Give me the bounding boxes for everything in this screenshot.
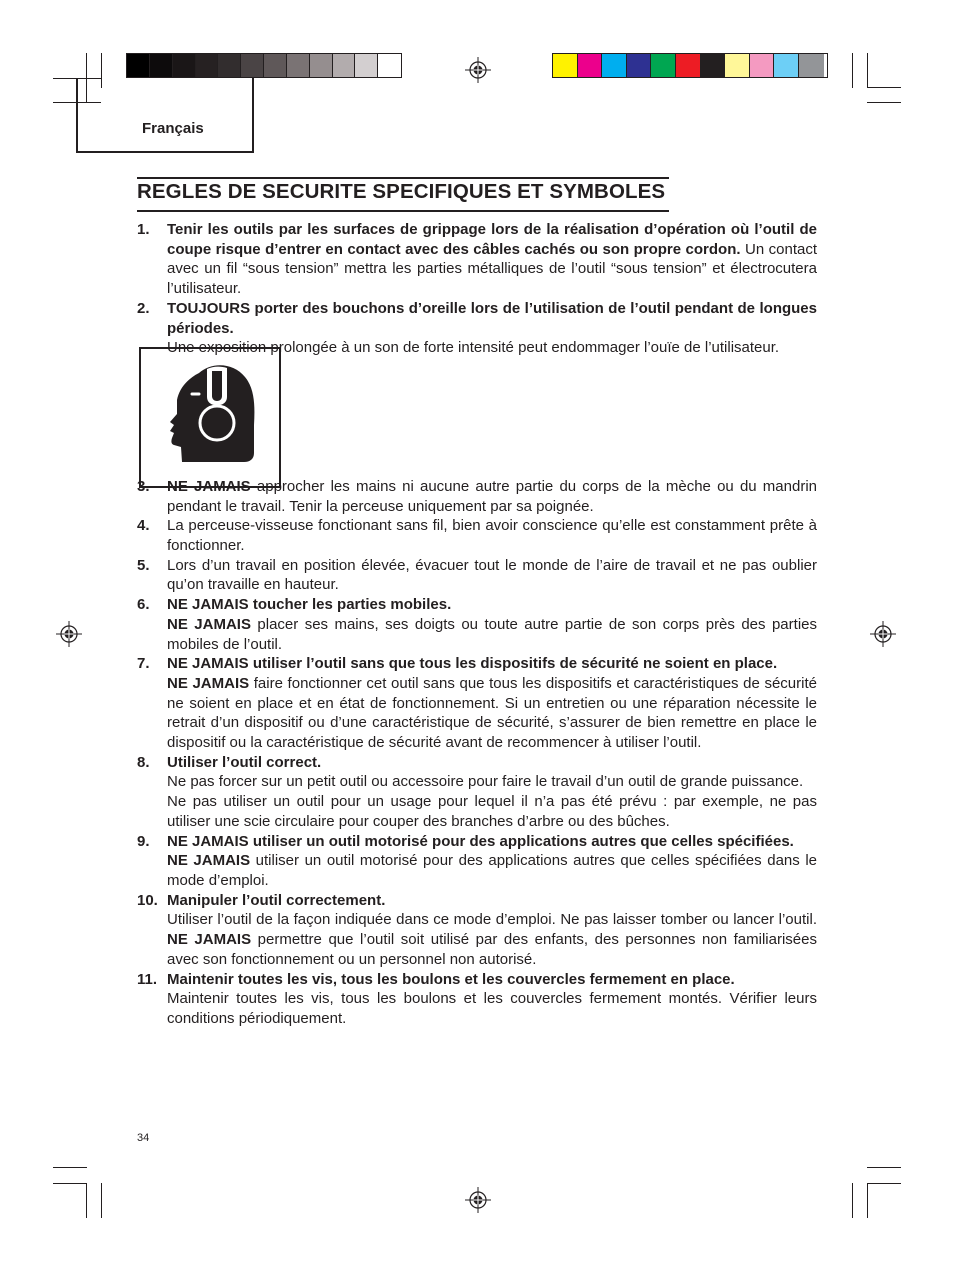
safety-rules-list <box>137 220 817 1029</box>
item-emphasis: NE JAMAIS <box>167 615 251 633</box>
item-text: Utiliser l’outil de la façon indiquée dans ce mode d’emploi. Ne pas laisser tomber ou lancer l’outil. <box>167 911 817 929</box>
crop-mark <box>852 53 853 88</box>
crop-mark <box>867 1183 901 1184</box>
item-number: 10. <box>137 891 158 909</box>
gray-swatch <box>127 54 150 77</box>
item-number: 4. <box>137 517 150 535</box>
item-emphasis: NE JAMAIS <box>167 931 252 949</box>
color-swatch <box>676 54 701 77</box>
list-item <box>137 220 817 299</box>
list-item <box>137 970 817 1029</box>
language-tab <box>76 78 254 153</box>
item-text: approcher les mains ni aucune autre partie du corps de la mèche ou du mandrin pendant le travail. Tenir la perceuse uniquement par sa poignée. <box>167 477 817 515</box>
color-swatch <box>774 54 799 77</box>
color-swatch <box>627 54 652 77</box>
item-number: 7. <box>137 655 150 673</box>
item-heading-tail: . <box>447 596 452 614</box>
item-number: 1. <box>137 221 150 238</box>
list-item <box>137 595 817 654</box>
crop-mark <box>53 1167 87 1168</box>
color-swatch <box>725 54 750 77</box>
crop-mark <box>867 53 868 88</box>
item-text: Une exposition prolongée à un son de forte intensité peut endommager l’ouïe de l’utilisateur. <box>167 339 780 357</box>
list-item <box>137 477 817 516</box>
registration-mark-icon <box>465 57 491 83</box>
color-swatch <box>651 54 676 77</box>
item-heading: TOUJOURS porter des bouchons d’oreille lors de l’utilisation de l’outil pendant de longues périodes <box>167 299 817 337</box>
color-swatch <box>578 54 603 77</box>
item-text: permettre que l’outil soit utilisé par des enfants, des personnes non familiarisées avec son fonctionnement ou un personnel non autorisé. <box>167 931 817 968</box>
item-text: Un contact avec un fil “sous tension” mettra les parties métalliques de l’outil “sous tension” et électrocutera l’utilisateur. <box>167 240 817 298</box>
item-heading: NE JAMAIS toucher les parties mobiles <box>167 596 448 614</box>
item-heading-tail: . <box>317 753 322 771</box>
color-swatch <box>701 54 726 77</box>
color-swatch <box>553 54 578 77</box>
language-label: Français <box>142 120 204 137</box>
color-swatch <box>602 54 627 77</box>
item-text: faire fonctionner cet outil sans que tous les dispositifs et caractéristiques de sécurité ne soient en place et en état de fonctionnement. Si un entretien ou une réparation nécessite le retrait d’un dispositif ou d’une caractéristique de sécurité, s’assurer de bien remettre en place le dispositif ou la caractéristique de sécurité avant de recommencer à utiliser l’outil. <box>167 674 817 752</box>
list-item <box>137 832 817 891</box>
list-item <box>137 556 817 595</box>
gray-swatch <box>378 54 401 77</box>
crop-mark <box>53 1183 87 1184</box>
item-number: 5. <box>137 556 150 574</box>
registration-mark-icon <box>870 621 896 647</box>
gray-swatch <box>196 54 219 77</box>
item-heading: Maintenir toutes les vis, tous les boulons et les couvercles fermement en place. <box>167 970 735 988</box>
gray-swatch <box>333 54 356 77</box>
crop-mark <box>101 1183 102 1218</box>
title-rule-top <box>137 177 669 179</box>
gray-swatch <box>150 54 173 77</box>
list-item <box>137 891 817 970</box>
gray-swatch <box>218 54 241 77</box>
registration-mark-icon <box>56 621 82 647</box>
item-heading: Tenir les outils par les surfaces de grippage lors de la réalisation d’opération où l’outil de coupe risque d’entrer en contact avec des câbles cachés ou son propre cordon. <box>167 221 817 258</box>
color-calibration-bar <box>552 53 828 78</box>
item-text: utiliser un outil motorisé pour des applications autres que celles spécifiées dans le mode d’emploi. <box>167 852 817 889</box>
title-rule-bottom <box>137 210 669 212</box>
crop-mark <box>867 102 901 103</box>
crop-mark <box>867 1183 868 1218</box>
item-number: 8. <box>137 753 150 771</box>
item-number: 3. <box>137 477 150 495</box>
item-number: 11. <box>137 970 158 988</box>
item-text: Ne pas forcer sur un petit outil ou accessoire pour faire le travail d’un outil de grande puissance. <box>167 773 804 791</box>
item-text: Lors d’un travail en position élevée, évacuer tout le monde de l’aire de travail et ne pas oublier qu’on travaille en hauteur. <box>167 556 817 594</box>
crop-mark <box>867 1167 901 1168</box>
grayscale-calibration-bar <box>126 53 402 78</box>
item-text: La perceuse-visseuse fonctionant sans fil, bien avoir conscience qu’elle est constamment prête à fonctionner. <box>167 517 817 555</box>
item-number: 6. <box>137 596 150 614</box>
gray-swatch <box>173 54 196 77</box>
gray-swatch <box>264 54 287 77</box>
item-heading: NE JAMAIS utiliser l’outil sans que tous les dispositifs de sécurité ne soient en place. <box>167 655 778 673</box>
item-heading: NE JAMAIS <box>167 477 251 495</box>
list-item <box>137 753 817 832</box>
item-heading: Utiliser l’outil correct <box>167 753 318 771</box>
item-heading: Manipuler l’outil correctement. <box>167 891 386 909</box>
section-title: REGLES DE SECURITE SPECIFIQUES ET SYMBOLES <box>137 180 666 203</box>
item-heading: NE JAMAIS utiliser un outil motorisé pour des applications autres que celles spécifiées. <box>167 832 794 850</box>
page-number: 34 <box>137 1132 150 1144</box>
color-swatch <box>799 54 824 77</box>
gray-swatch <box>241 54 264 77</box>
item-text: Ne pas utiliser un outil pour un usage pour lequel il n’a pas été prévu : par exemple, ne pas utiliser une scie circulaire pour couper des branches d’arbre ou des bûches. <box>167 793 817 830</box>
item-emphasis: NE JAMAIS <box>167 852 251 870</box>
list-item <box>137 654 817 753</box>
registration-mark-icon <box>465 1187 491 1213</box>
gray-swatch <box>355 54 378 77</box>
gray-swatch <box>287 54 310 77</box>
crop-mark <box>867 87 901 88</box>
item-heading-tail: . <box>229 319 234 337</box>
list-item <box>137 299 817 477</box>
item-number: 2. <box>137 299 150 317</box>
gray-swatch <box>310 54 333 77</box>
item-number: 9. <box>137 832 150 850</box>
item-text: placer ses mains, ses doigts ou toute autre partie de son corps près des parties mobiles de l’outil. <box>167 615 817 653</box>
list-item <box>137 516 817 555</box>
color-swatch <box>750 54 775 77</box>
item-text: Maintenir toutes les vis, tous les boulons et les couvercles fermement montés. Vérifier leurs conditions périodiquement. <box>167 990 817 1027</box>
symbol-spacer <box>167 358 817 477</box>
crop-mark <box>86 1183 87 1218</box>
crop-mark <box>852 1183 853 1218</box>
item-emphasis: NE JAMAIS <box>167 674 250 692</box>
